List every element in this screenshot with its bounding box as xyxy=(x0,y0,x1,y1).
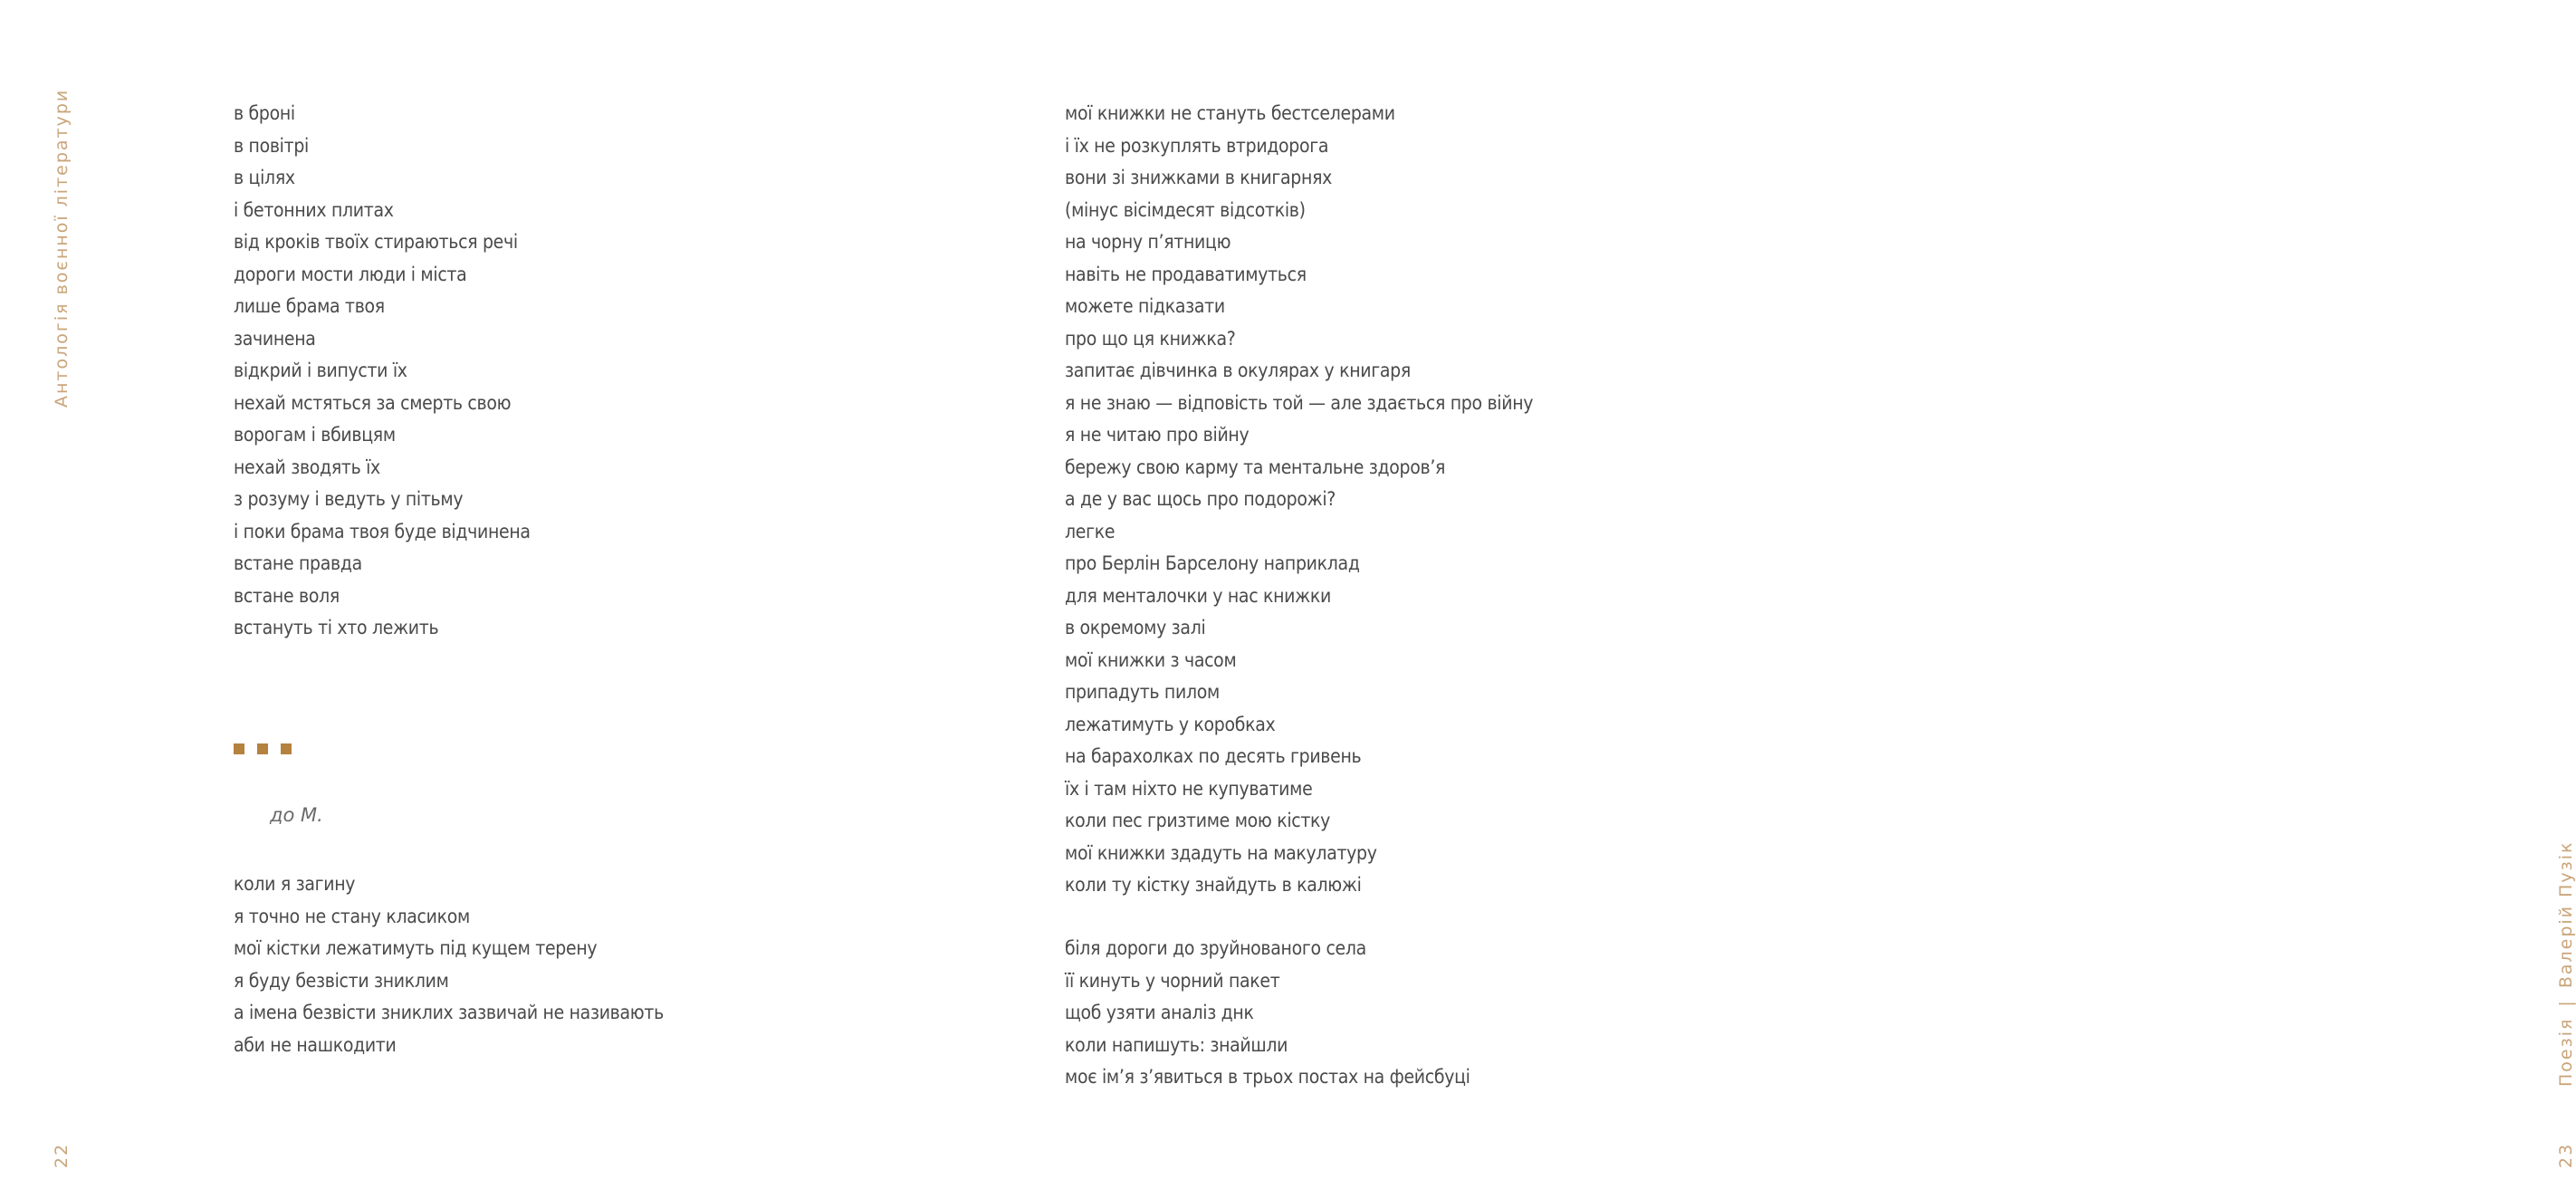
poem-line: коли я загину xyxy=(234,873,356,895)
poem-line: коли пес гризтиме мою кістку xyxy=(1065,810,1331,831)
poem-line: дороги мости люди і міста xyxy=(234,263,467,285)
poem-line: нехай зводять їх xyxy=(234,456,380,478)
poem-line: з розуму і ведуть у пітьму xyxy=(234,488,464,510)
poem-line: моє ім’я з’явиться в трьох постах на фейсбуці xyxy=(1065,1066,1470,1088)
poem-3-stanza-1 xyxy=(1065,98,1533,902)
poem-line: лежатимуть у коробках xyxy=(1065,713,1276,735)
poem-line: а імена безвісти зниклих зазвичай не називають xyxy=(234,1002,664,1023)
poem-line: біля дороги до зруйнованого села xyxy=(1065,937,1366,959)
poem-line: її кинуть у чорний пакет xyxy=(1065,969,1280,992)
poem-line: я буду безвісти зниклим xyxy=(234,969,449,992)
poem-line: мої кістки лежатимуть під кущем терену xyxy=(234,937,598,959)
page-number-right: 23 xyxy=(2556,1142,2576,1168)
poem-line: в окремому залі xyxy=(1065,617,1206,638)
section-ornament xyxy=(234,743,292,754)
poem-line: можете підказати xyxy=(1065,295,1225,317)
dedication: до М. xyxy=(270,804,323,826)
ornament-square xyxy=(234,743,244,754)
poem-line: легке xyxy=(1065,520,1116,542)
running-section: Поезія xyxy=(2556,1017,2576,1087)
poem-line: про що ця книжка? xyxy=(1065,327,1236,350)
poem-1 xyxy=(234,98,531,645)
poem-line: в цілях xyxy=(234,167,295,188)
poem-line: зачинена xyxy=(234,327,316,350)
poem-line: нехай мстяться за смерть свою xyxy=(234,391,512,414)
poem-line: вони зі знижками в книгарнях xyxy=(1065,167,1333,188)
poem-line: від кроків твоїх стираються речі xyxy=(234,231,518,253)
ornament-square xyxy=(281,743,292,754)
poem-line: коли напишуть: знайшли xyxy=(1065,1033,1288,1056)
poem-line: на барахолках по десять гривень xyxy=(1065,745,1362,767)
poem-line: встане правда xyxy=(234,552,362,574)
poem-line: і їх не розкуплять втридорога xyxy=(1065,134,1329,157)
poem-line: для менталочки у нас книжки xyxy=(1065,584,1331,607)
poem-line: бережу свою карму та ментальне здоров’я xyxy=(1065,456,1446,478)
poem-2 xyxy=(234,868,664,1061)
running-separator: | xyxy=(2556,999,2576,1007)
poem-line: щоб узяти аналіз днк xyxy=(1065,1002,1254,1023)
poem-line: про Берлін Барселону наприклад xyxy=(1065,552,1360,574)
poem-line: встануть ті хто лежить xyxy=(234,617,439,638)
poem-line: мої книжки не стануть бестселерами xyxy=(1065,102,1395,124)
poem-line: і поки брама твоя буде відчинена xyxy=(234,520,531,542)
poem-line: встане воля xyxy=(234,584,340,607)
poem-line: а де у вас щось про подорожі? xyxy=(1065,488,1336,510)
poem-line: в повітрі xyxy=(234,134,309,157)
ornament-square xyxy=(257,743,268,754)
poem-line: мої книжки здадуть на макулатуру xyxy=(1065,841,1377,864)
poem-line: я точно не стану класиком xyxy=(234,905,470,927)
poem-line: запитає дівчинка в окулярах у книгаря xyxy=(1065,360,1411,381)
running-author: Валерій Пузік xyxy=(2556,840,2576,989)
poem-line: (мінус вісімдесят відсотків) xyxy=(1065,198,1306,221)
poem-line: аби не нашкодити xyxy=(234,1033,397,1056)
poem-line: на чорну п’ятницю xyxy=(1065,231,1231,253)
poem-line: мої книжки з часом xyxy=(1065,648,1237,671)
running-section-author xyxy=(2556,841,2576,1087)
poem-line: ворогам і вбивцям xyxy=(234,424,396,446)
poem-line: коли ту кістку знайдуть в калюжі xyxy=(1065,874,1362,896)
page-number-left: 22 xyxy=(52,1142,72,1168)
poem-line: в броні xyxy=(234,102,295,124)
poem-line: навіть не продаватимуться xyxy=(1065,263,1307,285)
poem-line: припадуть пилом xyxy=(1065,681,1220,703)
poem-line: лише брама твоя xyxy=(234,295,385,317)
poem-line: я не читаю про війну xyxy=(1065,424,1250,446)
poem-3-stanza-2 xyxy=(1065,933,1470,1094)
poem-line: відкрий і випусти їх xyxy=(234,360,407,381)
poem-line: і бетонних плитах xyxy=(234,198,394,221)
poem-line: їх і там ніхто не купуватиме xyxy=(1065,777,1313,800)
running-title: Антологія воєнної літератури xyxy=(52,88,72,408)
poem-line: я не знаю — відповість той — але здається про війну xyxy=(1065,391,1534,414)
